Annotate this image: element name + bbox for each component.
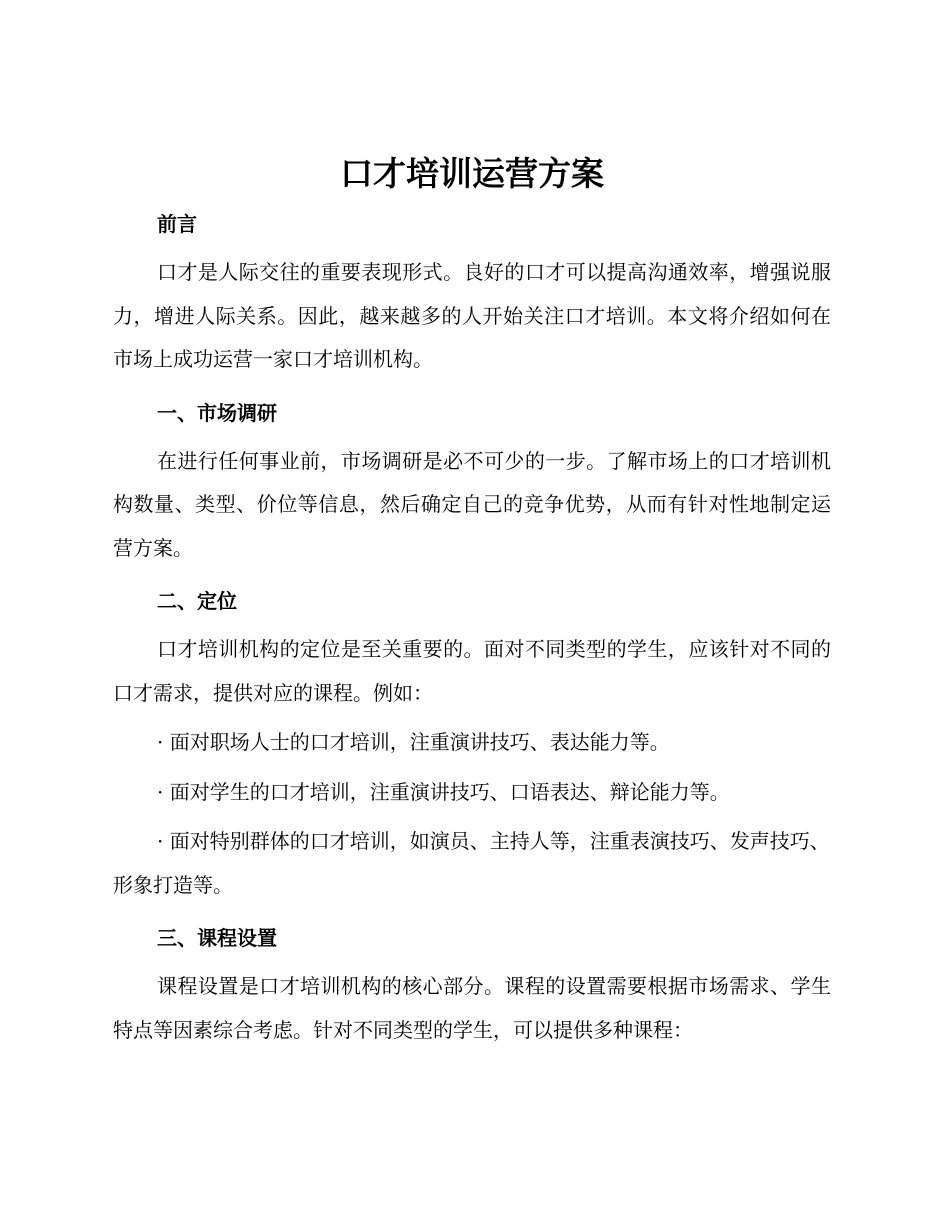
- paragraph: 在进行任何事业前，市场调研是必不可少的一步。了解市场上的口才培训机构数量、类型、价位等信息，然后确定自己的竞争优势，从而有针对性地制定运营方案。: [113, 448, 831, 560]
- section-heading: 二、定位: [157, 589, 237, 613]
- section-preface: [113, 203, 831, 382]
- paragraph: 口才培训机构的定位是至关重要的。面对不同类型的学生，应该针对不同的口才需求，提供对应的课程。例如：: [113, 637, 831, 705]
- bullet-item: · 面对学生的口才培训，注重演讲技巧、口语表达、辩论能力等。: [157, 779, 730, 804]
- section-heading: 一、市场调研: [157, 400, 277, 425]
- document-title: 口才培训运营方案: [340, 154, 604, 193]
- section-heading: 三、课程设置: [157, 926, 277, 950]
- section-positioning: [113, 580, 831, 907]
- section-course-setup: [113, 917, 831, 1052]
- section-market-research: [113, 392, 831, 571]
- paragraph: 课程设置是口才培训机构的核心部分。课程的设置需要根据市场需求、学生特点等因素综合考虑。针对不同类型的学生，可以提供多种课程：: [113, 974, 831, 1042]
- bullet-item: · 面对特别群体的口才培训，如演员、主持人等，注重表演技巧、发声技巧、形象打造等。: [113, 829, 830, 897]
- section-heading: 前言: [157, 212, 197, 236]
- paragraph: 口才是人际交往的重要表现形式。良好的口才可以提高沟通效率，增强说服力，增进人际关系。因此，越来越多的人开始关注口才培训。本文将介绍如何在市场上成功运营一家口才培训机构。: [113, 260, 831, 371]
- document-body: [113, 145, 831, 1052]
- bullet-item: · 面对职场人士的口才培训，注重演讲技巧、表达能力等。: [157, 730, 670, 754]
